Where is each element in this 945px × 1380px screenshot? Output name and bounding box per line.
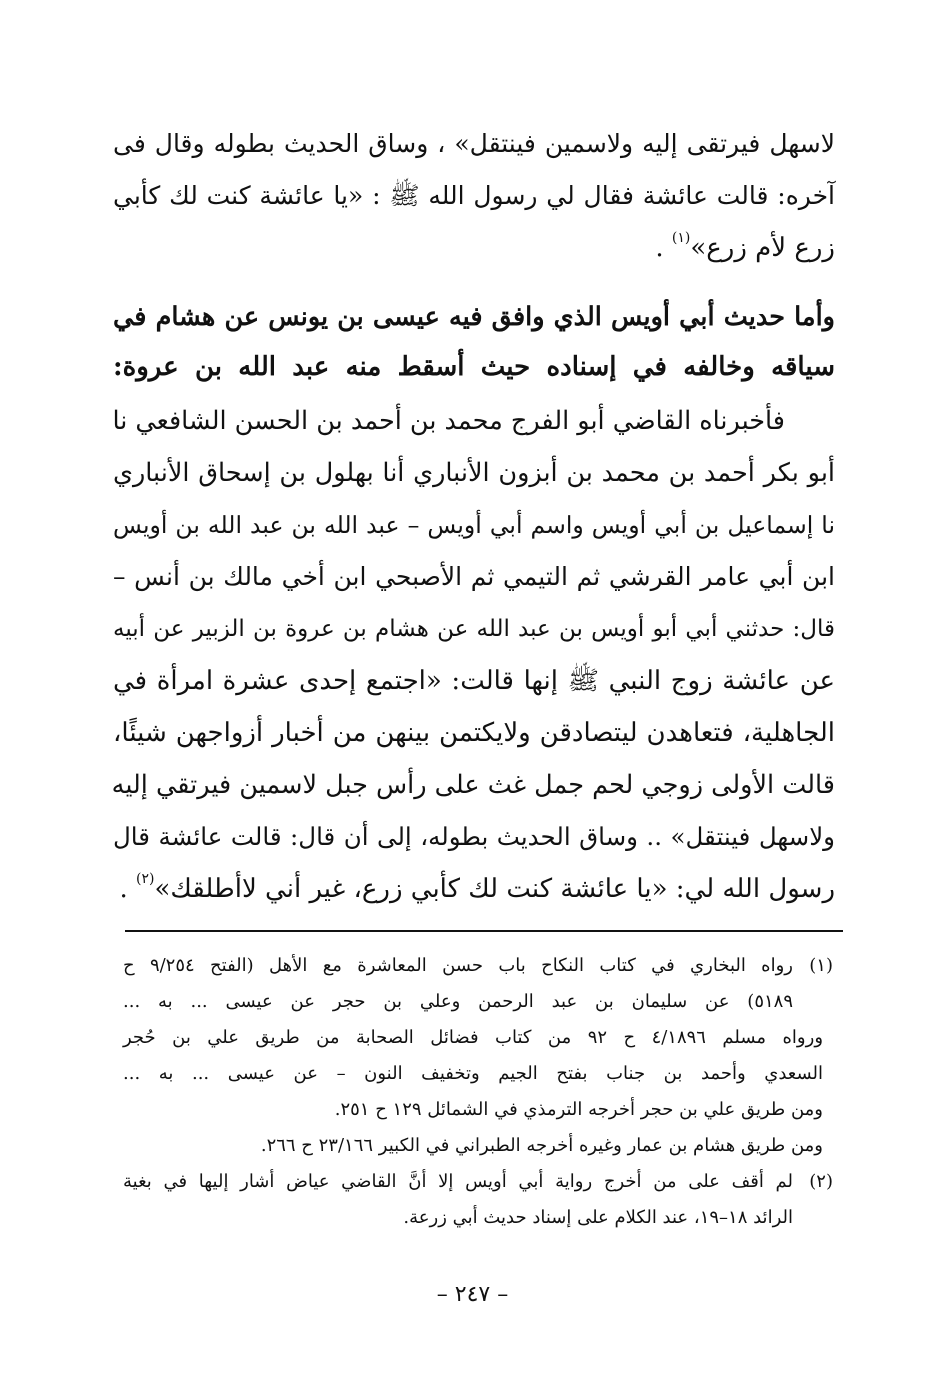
text-run: رسول الله لي: «يا عائشة كنت لك كأبي زرع، غير أني لاأطلقك» [154,874,835,904]
section-heading [113,292,835,392]
footnote-marker: (٢) [135,871,155,887]
text-line: الجاهلية، فتعاهدن ليتصادقن ولايكتمن بينهن من أخبار أزواجهن شيئًا، [113,718,835,748]
text-line: ولاسهل فينتقل» .. وساق الحديث بطوله، إلى أن قال: قالت عائشة قال [113,822,835,851]
footnote-line: الرائد ١٨–١٩، عند الكلام على إسناد حديث أبي زرعة. [403,1207,793,1228]
footnote-line: ورواه مسلم ٤/١٨٩٦ ح ٩٢ من كتاب فضائل الصحابة من طريق علي بن حُجر [123,1027,824,1048]
footnote-number: (١) [809,955,833,976]
footnote-text: لم أقف على من أخرج رواية أبي أويس إلا أنَّ القاضي عياض أشار إليها في بغية [123,1171,793,1192]
text-line: قالت الأولى زوجي لحم جمل غث على رأس جبل لاسمين فيرتقي إليه [111,770,835,800]
text-run: زرع لأم زرع» [690,233,835,263]
footnote-line: ومن طريق هشام بن عمار وغيره أخرجه الطبراني في الكبير ٢٣/١٦٦ ح ٢٦٦. [260,1135,823,1156]
heading-line: سياقه وخالفه في إسناده حيث أسقط منه عبد الله بن عروة: [113,352,835,382]
text-run: . [655,233,672,263]
footnote-line: ومن طريق علي بن حجر أخرجه الترمذي في الشمائل ١٢٩ ح ٢٥١. [334,1099,823,1120]
footnote-separator [125,930,843,932]
page-number: – ٢٤٧ – [436,1282,509,1307]
heading-line: وأما حديث أبي أويس الذي وافق فيه عيسى بن يونس عن هشام في [113,302,835,332]
text-run: . [119,874,136,904]
text-line: قال: حدثني أبي أبو أويس بن عبد الله عن هشام بن عروة بن الزبير عن أبيه [113,616,835,642]
footnote-line: السعدي وأحمد بن جناب بفتح الجيم وتخفيف النون – عن عيسى ... به ... [123,1063,823,1084]
footnote-line: ٥١٨٩) عن سليمان بن عبد الرحمن وعلي بن حجر عن عيسى ... به ... [123,991,793,1012]
text-line: فأخبرناه القاضي أبو الفرج محمد بن أحمد بن الحسن الشافعي نا [112,406,785,436]
footnote-text: رواه البخاري في كتاب النكاح باب حسن المعاشرة مع الأهل (الفتح ٩/٢٥٤ ح [123,955,793,976]
footnote-line [123,1164,833,1200]
text-line: لاسهل فيرتقى إليه ولاسمين فينتقل» ، وساق الحديث بطوله وقال فى [113,129,835,158]
text-line: ابن أبي عامر القرشي ثم التيمي ثم الأصبحي ابن أخي مالك بن أنس – [113,562,835,591]
footnotes [123,948,833,1236]
footnote-line [123,948,833,984]
footnote-number: (٢) [809,1171,833,1192]
text-line: أبو بكر أحمد بن محمد بن أبزون الأنباري أنا بهلول بن إسحاق الأنباري [113,458,835,488]
text-line: نا إسماعيل بن أبي أويس واسم أبي أويس – عبد الله بن عبد الله بن أويس [113,511,835,539]
text-line: آخره: قالت عائشة فقال لي رسول الله ﷺ : «يا عائشة كنت لك كأبي [113,181,835,210]
body-paragraph [113,395,835,915]
text-line-last [113,863,835,915]
text-line-last [113,222,835,274]
footnote-marker: (١) [671,230,691,246]
intro-paragraph [113,118,835,274]
text-line: عن عائشة زوج النبي ﷺ إنها قالت: «اجتمع إحدى عشرة امرأة في [113,666,835,696]
